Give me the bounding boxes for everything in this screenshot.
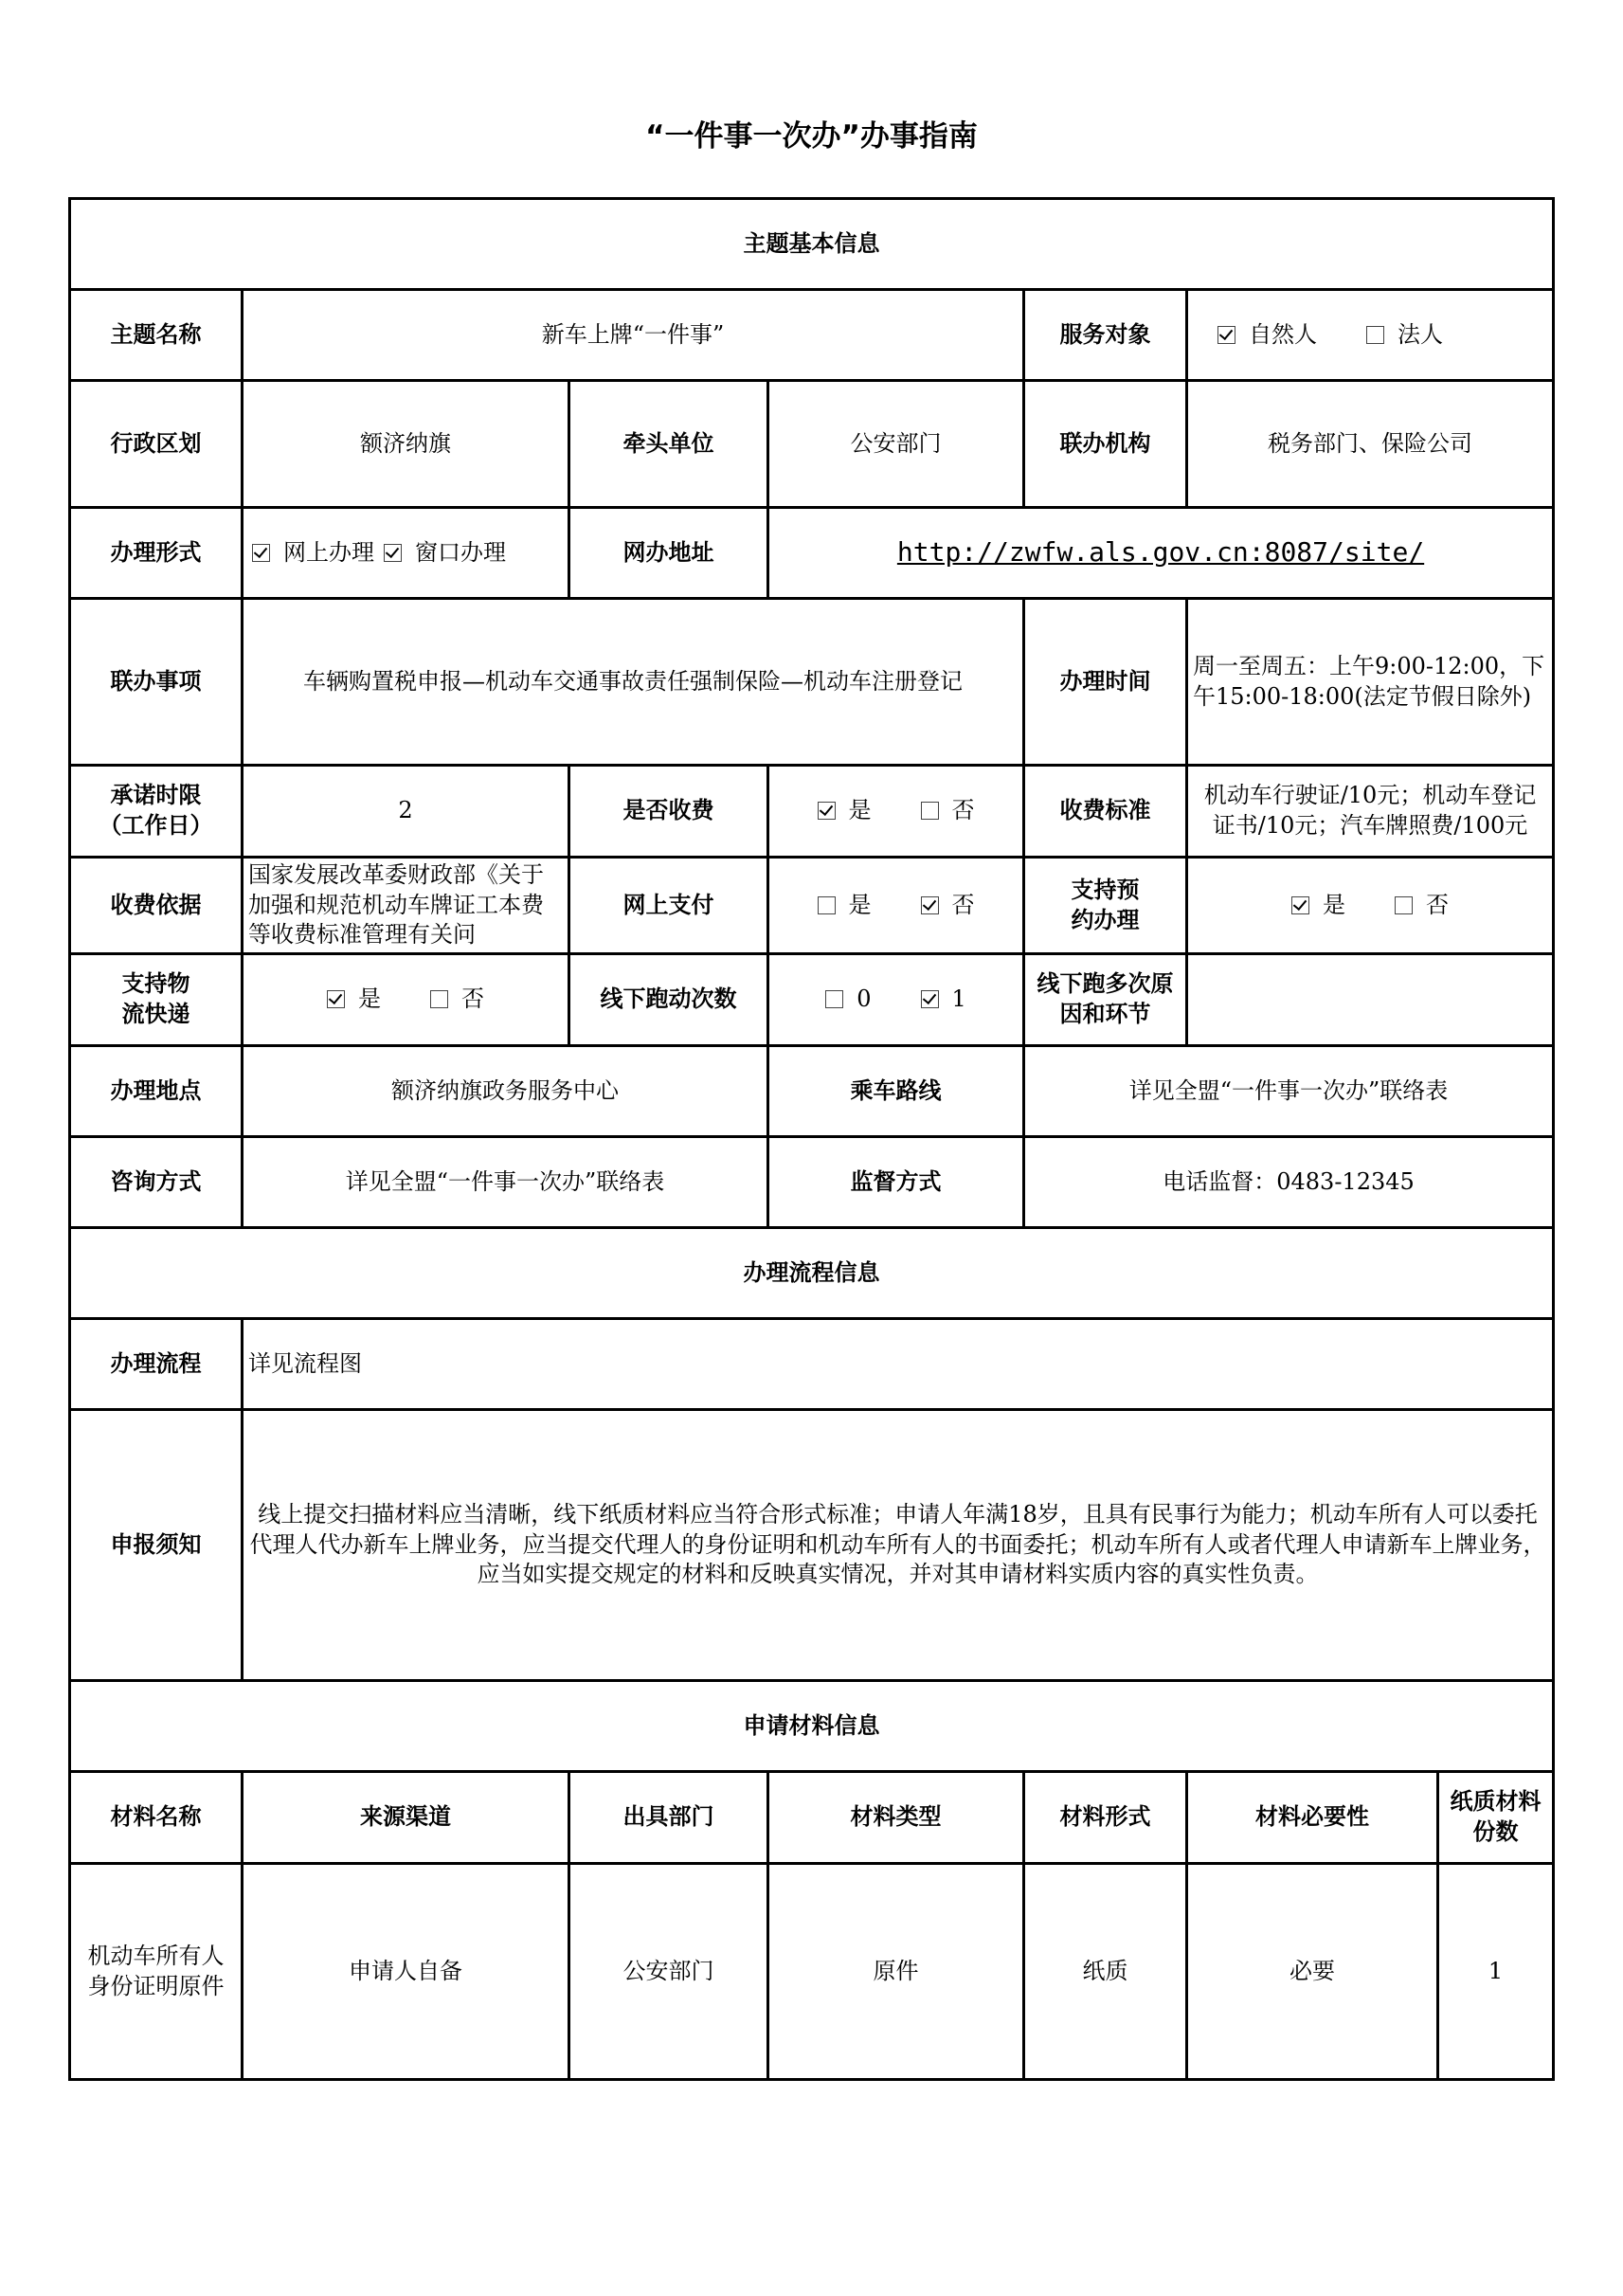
value-theme-name: 新车上牌“一件事”	[243, 290, 1024, 381]
checkbox-checked-icon[interactable]	[818, 802, 836, 820]
options-logistics	[243, 954, 569, 1046]
checkbox-option[interactable]	[921, 985, 966, 1015]
checkbox-label: 0	[857, 985, 872, 1013]
checkbox-checked-icon[interactable]	[384, 544, 402, 562]
value-multi-trip-reason	[1187, 954, 1554, 1046]
value-supervise: 电话监督：0483-12345	[1024, 1137, 1554, 1228]
value-joint-items: 车辆购置税申报—机动车交通事故责任强制保险—机动车注册登记	[243, 599, 1024, 766]
materials-header: 材料形式	[1024, 1772, 1187, 1864]
label-service-target: 服务对象	[1024, 290, 1187, 381]
material-cell: 必要	[1187, 1864, 1438, 2080]
checkbox-empty-icon[interactable]	[1395, 896, 1413, 914]
value-fee-standard: 机动车行驶证/10元；机动车登记证书/10元；汽车牌照费/100元	[1187, 766, 1554, 858]
label-location: 办理地点	[70, 1046, 243, 1137]
label-consult: 咨询方式	[70, 1137, 243, 1228]
section-process-info: 办理流程信息	[70, 1228, 1554, 1319]
checkbox-label: 是	[848, 797, 872, 824]
material-cell: 机动车所有人 身份证明原件	[70, 1864, 243, 2080]
checkbox-label: 自然人	[1249, 320, 1317, 348]
checkbox-label: 窗口办理	[415, 538, 506, 566]
value-time-limit: 2	[243, 766, 569, 858]
checkbox-label: 是	[848, 891, 872, 918]
material-cell: 原件	[768, 1864, 1024, 2080]
checkbox-empty-icon[interactable]	[1366, 326, 1384, 344]
materials-header: 材料名称	[70, 1772, 243, 1864]
label-lead-unit: 牵头单位	[569, 381, 768, 508]
table-row	[70, 1864, 1554, 2080]
label-appointment: 支持预 约办理	[1024, 858, 1187, 954]
label-is-charged: 是否收费	[569, 766, 768, 858]
label-online-pay: 网上支付	[569, 858, 768, 954]
value-route: 详见全盟“一件事一次办”联络表	[1024, 1046, 1554, 1137]
label-multi-trip-reason: 线下跑多次原 因和环节	[1024, 954, 1187, 1046]
label-time-limit: 承诺时限 （工作日）	[70, 766, 243, 858]
label-notice: 申报须知	[70, 1410, 243, 1681]
value-process: 详见流程图	[243, 1319, 1554, 1410]
label-region: 行政区划	[70, 381, 243, 508]
checkbox-option[interactable]	[921, 891, 975, 921]
value-fee-basis: 国家发展改革委财政部《关于加强和规范机动车牌证工本费等收费标准管理有关问	[243, 858, 569, 954]
checkbox-option[interactable]	[384, 538, 506, 569]
label-process: 办理流程	[70, 1319, 243, 1410]
options-appointment	[1187, 858, 1554, 954]
options-online-pay	[768, 858, 1024, 954]
label-joint-items: 联办事项	[70, 599, 243, 766]
checkbox-option[interactable]	[818, 796, 872, 826]
checkbox-label: 法人	[1398, 320, 1443, 348]
options-is-charged	[768, 766, 1024, 858]
materials-header-row	[70, 1772, 1554, 1864]
checkbox-checked-icon[interactable]	[1217, 326, 1235, 344]
checkbox-option[interactable]	[825, 985, 871, 1015]
online-address-link[interactable]: http://zwfw.als.gov.cn:8087/site/	[896, 536, 1425, 569]
value-location: 额济纳旗政务服务中心	[243, 1046, 768, 1137]
checkbox-label: 是	[1323, 891, 1346, 918]
guide-table	[68, 197, 1555, 2081]
checkbox-checked-icon[interactable]	[921, 990, 939, 1008]
options-offline-trips	[768, 954, 1024, 1046]
material-cell: 纸质	[1024, 1864, 1187, 2080]
section-basic-info: 主题基本信息	[70, 199, 1554, 290]
document-title: “一件事一次办”办事指南	[645, 119, 978, 154]
value-lead-unit: 公安部门	[768, 381, 1024, 508]
checkbox-label: 是	[358, 985, 381, 1013]
label-route: 乘车路线	[768, 1046, 1024, 1137]
value-hours: 周一至周五：上午9:00-12:00，下午15:00-18:00(法定节假日除外)	[1187, 599, 1554, 766]
section-materials-info: 申请材料信息	[70, 1681, 1554, 1772]
label-fee-standard: 收费标准	[1024, 766, 1187, 858]
checkbox-label: 否	[1426, 891, 1450, 918]
label-theme-name: 主题名称	[70, 290, 243, 381]
value-consult: 详见全盟“一件事一次办”联络表	[243, 1137, 768, 1228]
material-cell: 申请人自备	[243, 1864, 569, 2080]
checkbox-checked-icon[interactable]	[327, 990, 345, 1008]
label-logistics: 支持物 流快递	[70, 954, 243, 1046]
checkbox-option[interactable]	[430, 985, 484, 1015]
value-notice: 线上提交扫描材料应当清晰，线下纸质材料应当符合形式标准；申请人年满18岁，且具有民事行为能力；机动车所有人可以委托代理人代办新车上牌业务，应当提交代理人的身份证明和机动车所有人的书面委托；机动车所有人或者代理人申请新车上牌业务，应当如实提交规定的材料和反映真实情况，并对其申请材料实质内容的真实性负责。	[243, 1410, 1554, 1681]
checkbox-option[interactable]	[1366, 320, 1443, 351]
materials-header: 来源渠道	[243, 1772, 569, 1864]
checkbox-empty-icon[interactable]	[430, 990, 448, 1008]
checkbox-label: 否	[951, 891, 975, 918]
value-joint-agency: 税务部门、保险公司	[1187, 381, 1554, 508]
options-service-target	[1187, 290, 1554, 381]
label-joint-agency: 联办机构	[1024, 381, 1187, 508]
materials-header: 纸质材料 份数	[1438, 1772, 1554, 1864]
label-offline-trips: 线下跑动次数	[569, 954, 768, 1046]
checkbox-label: 网上办理	[283, 538, 374, 566]
value-region: 额济纳旗	[243, 381, 569, 508]
checkbox-option[interactable]	[818, 891, 872, 921]
material-cell: 1	[1438, 1864, 1554, 2080]
label-online-address: 网办地址	[569, 508, 768, 599]
checkbox-label: 1	[951, 985, 966, 1013]
label-form: 办理形式	[70, 508, 243, 599]
checkbox-option[interactable]	[1395, 891, 1449, 921]
checkbox-option[interactable]	[1291, 891, 1345, 921]
label-supervise: 监督方式	[768, 1137, 1024, 1228]
label-fee-basis: 收费依据	[70, 858, 243, 954]
options-form	[243, 508, 569, 599]
materials-header: 出具部门	[569, 1772, 768, 1864]
checkbox-option[interactable]	[921, 796, 975, 826]
checkbox-empty-icon[interactable]	[825, 990, 843, 1008]
checkbox-option[interactable]	[252, 538, 374, 569]
label-hours: 办理时间	[1024, 599, 1187, 766]
materials-header: 材料类型	[768, 1772, 1024, 1864]
materials-header: 材料必要性	[1187, 1772, 1438, 1864]
material-cell: 公安部门	[569, 1864, 768, 2080]
checkbox-checked-icon[interactable]	[921, 896, 939, 914]
checkbox-option[interactable]	[1217, 320, 1317, 351]
checkbox-checked-icon[interactable]	[252, 544, 270, 562]
checkbox-label: 否	[461, 985, 484, 1013]
checkbox-empty-icon[interactable]	[921, 802, 939, 820]
checkbox-label: 否	[951, 797, 975, 824]
checkbox-option[interactable]	[327, 985, 381, 1015]
checkbox-checked-icon[interactable]	[1291, 896, 1309, 914]
checkbox-empty-icon[interactable]	[818, 896, 836, 914]
